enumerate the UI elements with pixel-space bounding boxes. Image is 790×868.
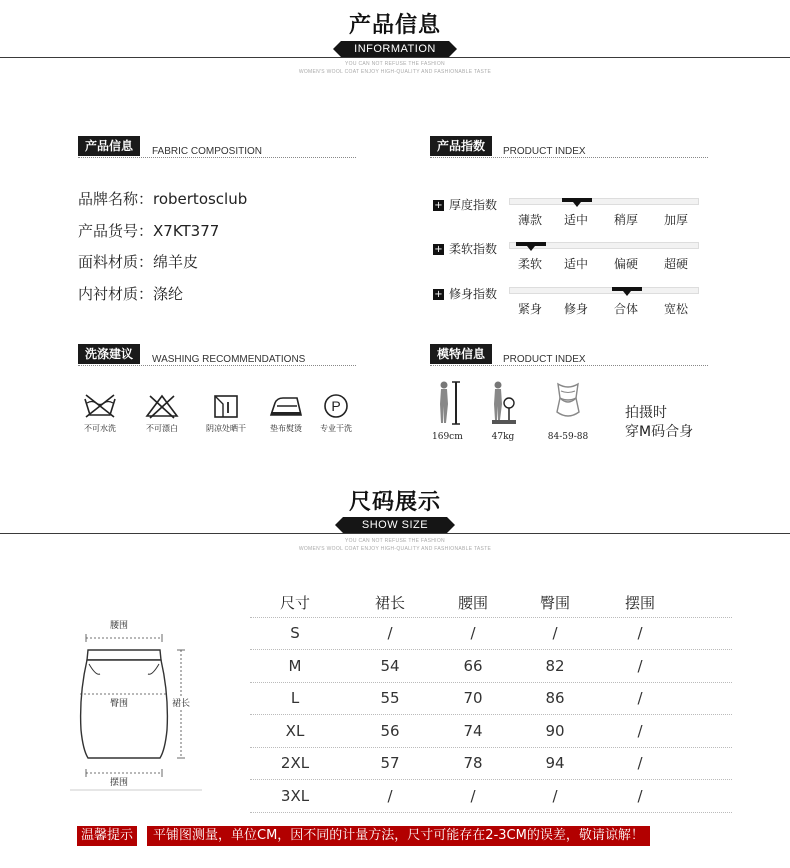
- table-cell: /: [637, 689, 643, 707]
- iron-icon: [267, 393, 305, 419]
- table-cell: /: [470, 786, 476, 805]
- index-option: 宽松: [663, 302, 688, 316]
- shoot-note-line2: 穿M码合身: [625, 424, 694, 440]
- washing-tag: 洗涤建议: [78, 344, 140, 364]
- table-header-cell: 尺寸: [279, 594, 310, 612]
- lining-line: 内衬材质：涤纶: [78, 285, 184, 303]
- tagline-2: WOMEN'S WOOL COAT ENJOY HIGH-QUALITY AND FASHIONABLE TASTE: [298, 69, 492, 75]
- table-header-row: [250, 586, 732, 618]
- dotted-divider: [430, 157, 708, 158]
- tagline-2: WOMEN'S WOOL COAT ENJOY HIGH-QUALITY AND FASHIONABLE TASTE: [298, 546, 492, 552]
- no-wash-item: [72, 393, 128, 434]
- table-row: [250, 781, 732, 813]
- table-cell: 3XL: [280, 786, 310, 805]
- table-cell: 57: [380, 754, 400, 772]
- index-row-label-text: 柔软指数: [449, 242, 498, 256]
- table-cell: 55: [380, 689, 400, 707]
- index-option: 紧身: [517, 302, 542, 316]
- model-weight-icon: [488, 380, 518, 426]
- sku-line: 产品货号：X7KT377: [78, 222, 220, 240]
- table-cell: /: [637, 721, 643, 740]
- no-wash-label: 不可水洗: [84, 424, 116, 433]
- index-row-label: [433, 285, 497, 302]
- table-cell: 94: [545, 754, 565, 772]
- index-option: 柔软: [517, 257, 542, 271]
- table-cell: 74: [463, 721, 483, 740]
- section-divider: [0, 533, 790, 534]
- model-height-icon: [432, 380, 462, 426]
- shoot-note-line1: 拍摄时: [625, 405, 667, 421]
- diagram-hem-label: 摆围: [110, 778, 129, 788]
- section-title-size: 尺码展示: [348, 490, 441, 515]
- no-bleach-icon: [144, 393, 180, 419]
- iron-cloth-label: 垫布熨烫: [270, 424, 302, 433]
- dry-clean-item: [308, 393, 364, 434]
- index-arrow-icon: [623, 291, 631, 296]
- iron-cloth-item: [258, 393, 314, 434]
- product-info-tag: 产品信息: [78, 136, 140, 156]
- index-option: 适中: [563, 213, 588, 227]
- body-measure-icon: [545, 380, 591, 426]
- index-option: 加厚: [663, 213, 688, 227]
- shade-dry-item: [198, 393, 254, 434]
- model-measurements-value: 84-59-88: [547, 432, 589, 442]
- table-header-cell: 腰围: [457, 594, 488, 612]
- table-cell: /: [552, 624, 558, 642]
- diagram-waist-label: 腰围: [110, 621, 129, 631]
- table-row: [250, 748, 732, 780]
- diagram-length-label: 裙长: [172, 696, 190, 709]
- table-cell: 70: [463, 689, 483, 707]
- plus-icon: +: [434, 244, 443, 255]
- index-row-label: [433, 240, 497, 257]
- index-option: 偏硬: [613, 257, 638, 271]
- no-bleach-item: [134, 393, 190, 434]
- tagline-1: YOU CAN NOT REFUSE THE FASHION: [345, 538, 445, 544]
- table-header-cell: 摆围: [624, 594, 655, 612]
- fabric-line: 面料材质：绵羊皮: [78, 253, 199, 271]
- model-height-value: 169cm: [432, 432, 463, 442]
- table-cell: /: [470, 624, 476, 642]
- section-divider: [0, 57, 790, 58]
- shoot-note: [625, 404, 693, 442]
- plus-icon: +: [434, 289, 443, 300]
- dry-clean-icon: [321, 393, 351, 419]
- notice-tag: 温馨提示: [77, 826, 137, 846]
- svg-text:P: P: [331, 398, 341, 414]
- table-cell: 2XL: [280, 754, 310, 772]
- table-row: [250, 618, 732, 650]
- no-bleach-label: 不可漂白: [146, 424, 178, 433]
- index-row-label: [433, 196, 497, 213]
- table-cell: 86: [545, 689, 565, 707]
- table-row: [250, 651, 732, 683]
- diagram-hip-label: 臀围: [110, 696, 128, 709]
- table-cell: /: [637, 786, 643, 805]
- table-cell: /: [552, 786, 558, 805]
- index-scale-bar: [509, 198, 699, 205]
- dotted-divider: [430, 365, 708, 366]
- index-option: 适中: [563, 257, 588, 271]
- product-index-sub: PRODUCT INDEX: [503, 146, 586, 157]
- table-cell: 56: [380, 721, 400, 740]
- model-weight: [488, 380, 518, 442]
- washing-sub: WASHING RECOMMENDATIONS: [152, 354, 306, 365]
- model-info-tag: 模特信息: [430, 344, 492, 364]
- no-wash-icon: [82, 393, 118, 419]
- table-cell: 66: [463, 656, 483, 675]
- table-cell: /: [387, 624, 393, 642]
- table-cell: 54: [380, 656, 400, 675]
- section-banner-info: INFORMATION: [341, 41, 449, 57]
- section-banner-size: SHOW SIZE: [343, 517, 447, 533]
- table-row: [250, 683, 732, 715]
- index-scale-bar: [509, 242, 699, 249]
- table-cell: /: [637, 624, 643, 642]
- index-option: 超硬: [663, 257, 688, 271]
- index-scale-bar: [509, 287, 699, 294]
- table-cell: L: [290, 689, 300, 707]
- dotted-divider: [78, 365, 356, 366]
- shade-dry-icon: [208, 393, 244, 419]
- table-cell: S: [290, 624, 300, 642]
- index-row-label-text: 厚度指数: [449, 198, 498, 212]
- table-cell: /: [637, 754, 643, 772]
- table-cell: /: [387, 786, 393, 805]
- model-height: [432, 380, 463, 442]
- dry-clean-label: 专业干洗: [320, 424, 352, 433]
- index-arrow-icon: [573, 202, 581, 207]
- brand-line: 品牌名称：robertosclub: [78, 190, 248, 208]
- table-cell: 78: [463, 754, 483, 772]
- table-cell: /: [637, 656, 643, 675]
- model-measurements: [545, 380, 591, 442]
- index-option: 稍厚: [613, 213, 638, 227]
- shade-dry-label: 阴凉处晒干: [206, 424, 246, 433]
- index-row-label-text: 修身指数: [449, 287, 498, 301]
- table-cell: XL: [285, 721, 305, 740]
- table-header-cell: 臀围: [539, 594, 570, 612]
- tagline-1: YOU CAN NOT REFUSE THE FASHION: [345, 61, 445, 67]
- section-title-info: 产品信息: [348, 13, 441, 38]
- table-row: [250, 716, 732, 748]
- table-cell: 82: [545, 656, 565, 675]
- index-option: 薄款: [517, 213, 542, 227]
- product-index-tag: 产品指数: [430, 136, 492, 156]
- product-info-sub: FABRIC COMPOSITION: [152, 146, 263, 157]
- notice-text: 平铺图测量，单位CM，因不同的计量方法，尺寸可能存在2-3CM的误差，敬请谅解！: [147, 826, 650, 846]
- index-arrow-icon: [527, 246, 535, 251]
- plus-icon: +: [434, 200, 443, 211]
- model-info-sub: PRODUCT INDEX: [503, 354, 586, 365]
- model-weight-value: 47kg: [491, 432, 515, 442]
- dotted-divider: [78, 157, 356, 158]
- table-cell: M: [288, 656, 302, 675]
- table-header-cell: 裙长: [374, 594, 405, 612]
- table-cell: 90: [545, 721, 565, 740]
- index-option: 修身: [563, 302, 588, 316]
- index-option: 合体: [613, 302, 638, 316]
